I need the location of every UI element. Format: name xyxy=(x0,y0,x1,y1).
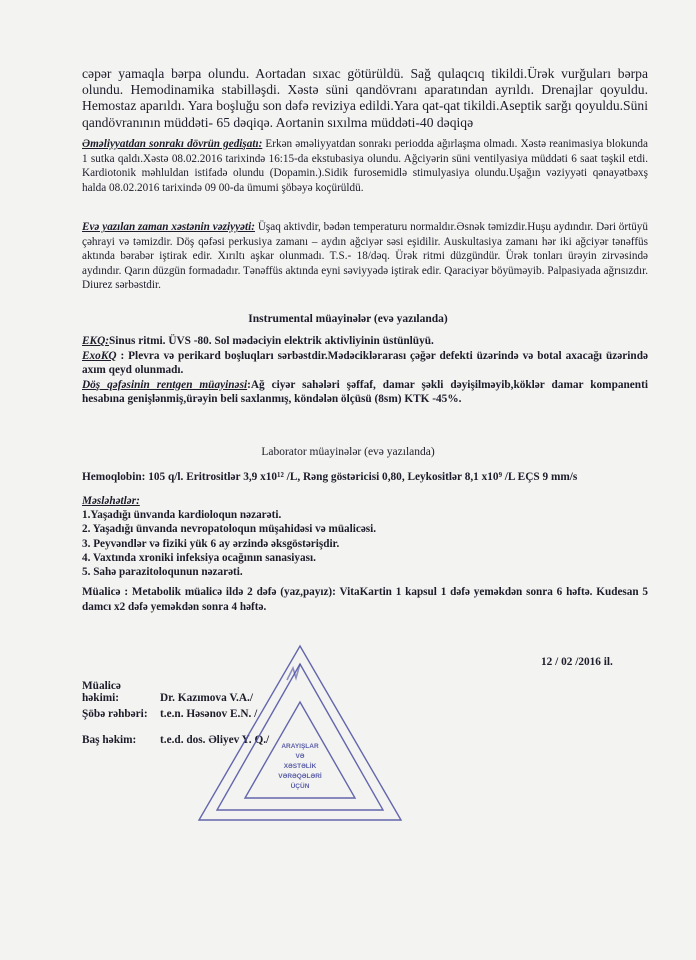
recommendations-heading: Məsləhətlər: xyxy=(82,495,140,507)
echo-label: ExoKQ xyxy=(82,349,117,362)
signature-name: t.e.d. dos. Əliyev Y. Q./ xyxy=(160,734,270,746)
discharge-heading: Evə yazılan zaman xəstənin vəziyyəti: xyxy=(82,221,255,233)
recommendations-section xyxy=(82,494,648,579)
treatment-paragraph: Müalicə : Metabolik müalicə ildə 2 dəfə (yaz,payız): VitaKartin 1 kapsul 1 dəfə yeməkdən sonra 6 həftə. Kudesan 5 damcı x2 dəfə yeməkdən sonra 4 həftə. xyxy=(82,586,648,613)
stamp-text-line: ÜÇÜN xyxy=(290,783,310,790)
laboratory-title: Laborator müayinələr (evə yazılanda) xyxy=(261,446,435,458)
stamp-outer-triangle xyxy=(199,646,401,820)
xray-label: Döş qəfəsinin rentgen müayinəsi xyxy=(82,378,248,391)
list-item: 4. Vaxtında xroniki infeksiya ocağının sanasiyası. xyxy=(82,551,316,564)
signature-role: Şöbə rəhbəri: xyxy=(82,708,148,720)
stamp-text-line: VƏ xyxy=(295,753,305,760)
postop-heading: Əməliyyatdan sonrakı dövrün gedişatı: xyxy=(82,138,263,150)
postop-course-section xyxy=(82,137,648,195)
echo-line xyxy=(82,349,648,378)
document-date: 12 / 02 /2016 il. xyxy=(541,656,613,668)
signature-name: Dr. Kazımova V.A./ xyxy=(160,692,253,704)
operation-paragraph-end: cəpər yamaqla bərpa olundu. Aortadan sıxac götürüldü. Sağ qulaqcıq tikildi.Ürək vurğuları bərpa olundu. Hemodinamika stabilləşdi. Xəstə süni qandövranı aparatından ayrıldı. Drenajlar qoyuldu. Hemostaz aparıldı. Yara boşluğu son dəfə reviziya edildi.Yara qat-qat tikildi.Aseptik sarğı qoyuldu.Süni qandövranının müddəti- 65 dəqiqə. Aortanin sıxılma müddəti-40 dəqiqə xyxy=(82,66,648,130)
xray-line xyxy=(82,378,648,407)
ekg-label: EKQ: xyxy=(82,335,109,347)
xray-text: :Ağ ciyər sahələri şəffaf, damar şəkli dəyişilməyib,köklər damar kompanenti hesabına genişlənmiş,ürəyin beli saxlanmış, köndələn ölçüsü (8sm) KTK -45%. xyxy=(82,378,648,406)
ekg-line xyxy=(82,334,648,349)
signature-role: Müalicə həkimi: xyxy=(82,680,121,704)
stamp-text-line: VƏRƏQƏLƏRİ xyxy=(278,773,322,780)
echo-text: : Plevra və perikard boşluqları sərbəstdir.Mədəciklərarası çəğər defekti üzərində və botal axacağı üzərində axım qeyd olunmadı. xyxy=(82,349,648,377)
stamp-text-line: ARAYIŞLAR xyxy=(281,743,319,750)
signature-name: t.e.n. Həsənov E.N. / xyxy=(160,708,258,720)
discharge-state-section xyxy=(82,220,648,293)
signature-role: Baş həkim: xyxy=(82,734,137,746)
list-item: 3. Peyvəndlər və fiziki yük 6 ay ərzində əksgöstərişdir. xyxy=(82,537,340,550)
stamp-text-line: XƏSTƏLİK xyxy=(283,763,317,770)
recommendations-list xyxy=(82,508,648,579)
laboratory-results: Hemoqlobin: 105 q/l. Eritrositlər 3,9 x10¹² /L, Rəng göstəricisi 0,80, Leykositlər 8,1 x10⁹ /L EÇS 9 mm/s xyxy=(82,471,578,483)
discharge-text: Üşaq aktivdir, bədən temperaturu normaldır.Əsnək təmizdir.Huşu aydındır. Dəri örtüyü çəhrayi və təmizdir. Döş qəfəsi perkusiya zamanı – aydın ağciyər səsi eşidilir. Auskultasiya zamanı hər iki ağciyər tənəffüs aktında bərabər iştirak edir. Xırıltı aşkar olunmadı. T.S.- 18/dəq. Ürək ritmi düzgündür. Ürək tonları ürəyin zirvəsində aydındır. Qarın düzgün formadadır. Tənəffüs aktında eyni səviyyədə iştirak edir. Qaraciyər böyüməyib. Palpasiyada ağrısızdır. Diurez sərbəstdir. xyxy=(82,221,648,292)
ekg-text: Sinus ritmi. ÜVS -80. Sol mədəciyin elektrik aktivliyinin üstünlüyü. xyxy=(109,335,434,347)
list-item: 1.Yaşadığı ünvanda kardioloqun nəzarəti. xyxy=(82,509,282,522)
list-item: 5. Sahə parazitoloqunun nəzarəti. xyxy=(82,566,243,579)
list-item: 2. Yaşadığı ünvanda nevropatoloqun müşahidəsi və müalicəsi. xyxy=(82,523,377,536)
postop-text: Erkən əməliyyatdan sonrakı periodda ağırlaşma olmadı. Xəstə reanimasiya blokunda 1 sutka qaldı.Xəstə 08.02.2016 tarixində 16:15-da ekstubasiya olundu. Ağciyərin süni ventilyasiya müddəti 6 saat təşkil etdi. Kardiotonik məhluldan istifadə olundu (Dopamin.).Sidik furosemidlə stimulyasiya olundu.Uşağın vəziyyəti qənayətbəxş halda 08.02.2016 tarixində 09 00-da ümumi şöbəyə koçürüldü. xyxy=(82,138,648,194)
official-stamp xyxy=(195,640,405,830)
instrumental-section xyxy=(82,334,648,407)
instrumental-title: Instrumental müayinələr (evə yazılanda) xyxy=(248,313,448,325)
